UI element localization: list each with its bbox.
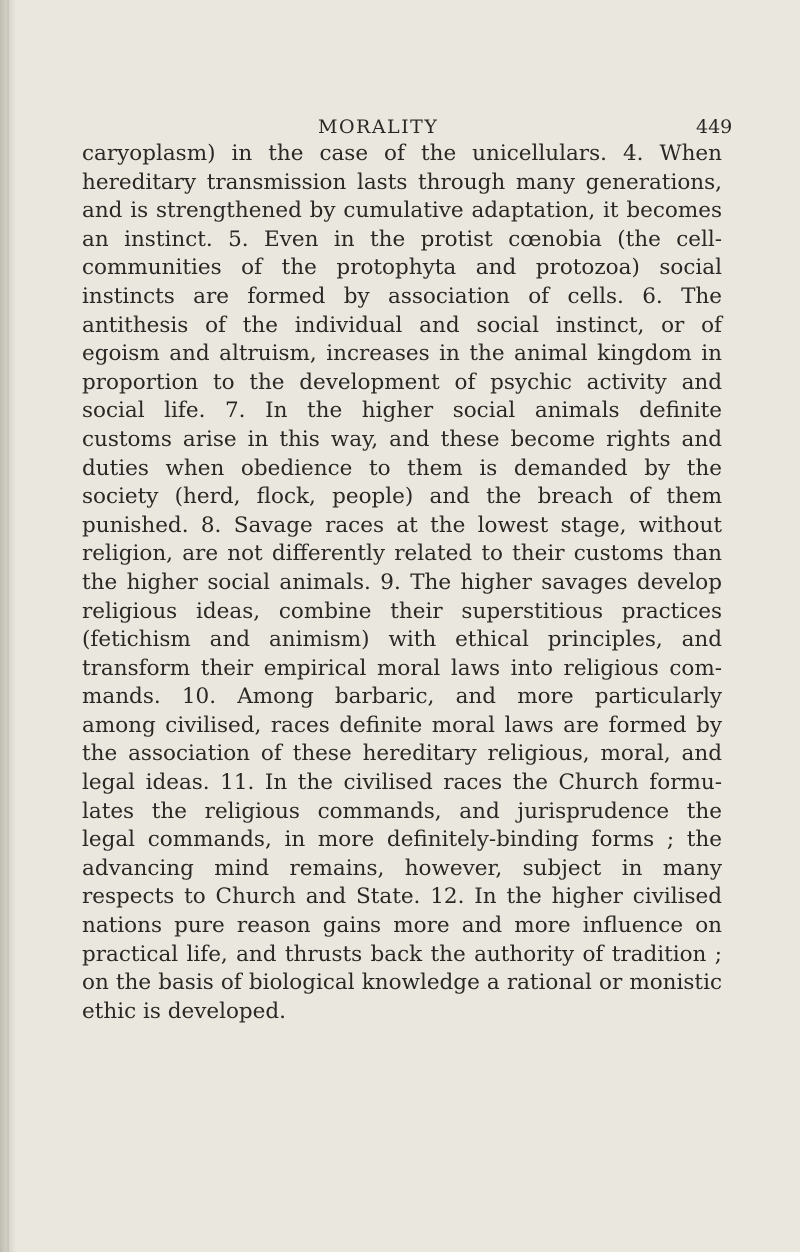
text-line: the higher social animals. 9. The higher savages develop xyxy=(82,569,722,595)
text-line: duties when obedience to them is demanded by the xyxy=(82,455,722,481)
text-line: religion, are not differently related to their customs than xyxy=(82,541,722,567)
text-line: customs arise in this way, and these become rights and xyxy=(82,426,722,452)
text-line: proportion to the development of psychic activity and xyxy=(82,369,722,395)
text-line: punished. 8. Savage races at the lowest stage, without xyxy=(82,512,722,538)
page-number: 449 xyxy=(696,116,733,138)
text-line: ethic is developed. xyxy=(82,998,286,1024)
text-line: egoism and altruism, increases in the animal kingdom in xyxy=(82,341,722,367)
text-line: practical life, and thrusts back the authority of tradition ; xyxy=(82,941,722,967)
text-line: respects to Church and State. 12. In the higher civilised xyxy=(82,884,722,910)
text-line: lates the religious commands, and jurisprudence the xyxy=(82,798,722,824)
text-line: (fetichism and animism) with ethical principles, and xyxy=(82,627,722,653)
text-line: mands. 10. Among barbaric, and more particularly xyxy=(82,684,722,710)
text-line: and is strengthened by cumulative adaptation, it becomes xyxy=(82,198,722,224)
text-line: among civilised, races definite moral laws are formed by xyxy=(82,712,722,738)
text-line: legal commands, in more definitely-binding forms ; the xyxy=(82,827,722,853)
text-line: nations pure reason gains more and more influence on xyxy=(82,913,722,939)
text-line: instincts are formed by association of cells. 6. The xyxy=(82,283,722,309)
text-line: legal ideas. 11. In the civilised races the Church formu- xyxy=(82,770,722,796)
text-line: society (herd, flock, people) and the breach of them xyxy=(82,484,722,510)
text-line: religious ideas, combine their superstitious practices xyxy=(82,598,722,624)
text-line: on the basis of biological knowledge a rational or monistic xyxy=(82,970,722,996)
text-line: hereditary transmission lasts through many generations, xyxy=(82,169,722,195)
text-line: caryoplasm) in the case of the unicellulars. 4. When xyxy=(82,141,722,166)
text-line: advancing mind remains, however, subject in many xyxy=(82,855,722,881)
text-line: antithesis of the individual and social instinct, or of xyxy=(82,312,722,338)
text-line: an instinct. 5. Even in the protist cœnobia (the cell- xyxy=(82,226,722,252)
body-paragraph xyxy=(82,140,722,1026)
text-line: transform their empirical moral laws into religious com- xyxy=(82,655,722,681)
running-title: MORALITY xyxy=(318,116,439,138)
text-line: the association of these hereditary religious, moral, and xyxy=(82,741,722,767)
text-line: communities of the protophyta and protozoa) social xyxy=(82,255,722,281)
text-line: social life. 7. In the higher social animals definite xyxy=(82,398,722,424)
